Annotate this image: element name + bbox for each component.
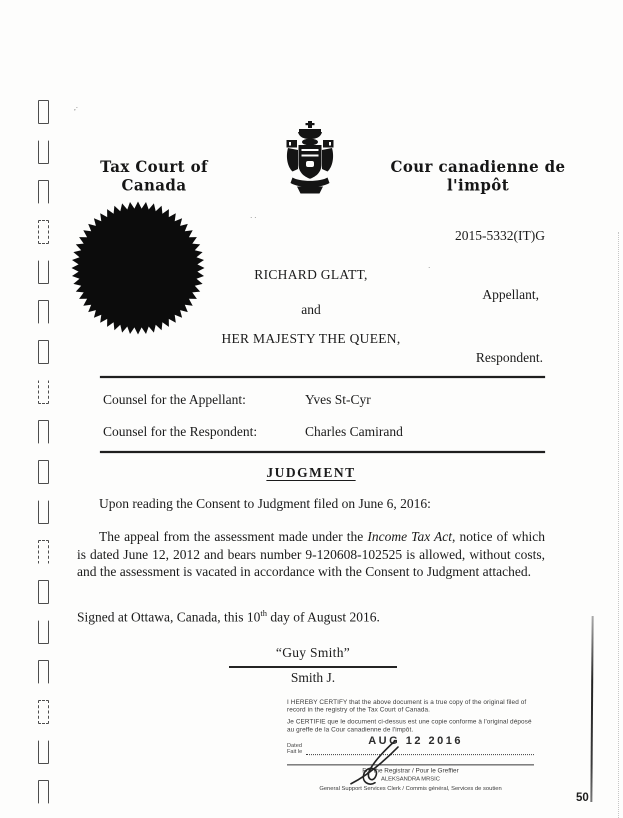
counsel-respondent-value: Charles Camirand bbox=[305, 424, 403, 439]
appellant-role-label: Appellant, bbox=[482, 287, 539, 302]
dated-label-fr: Fait le bbox=[287, 748, 303, 755]
binding-hole bbox=[38, 580, 49, 604]
case-number: 2015-5332(IT)G bbox=[455, 228, 545, 243]
judgment-heading-text: JUDGMENT bbox=[266, 465, 356, 480]
dated-label-en: Dated bbox=[287, 742, 302, 749]
binding-hole bbox=[38, 500, 49, 524]
binding-hole bbox=[38, 300, 49, 324]
dated-row bbox=[287, 734, 534, 755]
binding-hole bbox=[38, 140, 49, 164]
page-number: 50 bbox=[576, 792, 589, 804]
horizontal-rule-top bbox=[100, 376, 545, 378]
judge-signature-name: “Guy Smith” bbox=[275, 645, 351, 660]
scan-line-artifact bbox=[590, 616, 593, 802]
income-tax-act-reference: Income Tax Act bbox=[367, 529, 453, 544]
registrar-name: ALEKSANDRA MRSIC bbox=[381, 776, 440, 783]
scan-speck: ,· bbox=[74, 104, 79, 112]
ordinal-suffix: th bbox=[260, 608, 267, 618]
registrar-signature-line bbox=[287, 764, 534, 765]
court-name-french: Cour canadienne de l'impôt bbox=[390, 157, 566, 195]
parties-conjunction: and bbox=[301, 302, 321, 317]
scan-edge-noise bbox=[618, 232, 619, 818]
appellant-name: RICHARD GLATT, bbox=[254, 267, 368, 282]
judgment-heading bbox=[77, 465, 545, 481]
certify-french: Je CERTIFIE que le document ci-dessus est une copie conforme à l'original déposé au greffe de la Cour canadienne de l'impôt. bbox=[287, 718, 532, 734]
binding-hole bbox=[38, 540, 49, 564]
binding-hole bbox=[38, 740, 49, 764]
horizontal-rule-bottom bbox=[100, 451, 545, 453]
dated-labels bbox=[287, 743, 302, 755]
binding-hole bbox=[38, 620, 49, 644]
binding-hole bbox=[38, 260, 49, 284]
registrar-line: For the Registrar / Pour le Greffier bbox=[362, 767, 459, 775]
date-stamp: AUG 12 2016 bbox=[368, 734, 463, 747]
counsel-appellant-label: Counsel for the Appellant: bbox=[103, 392, 246, 407]
binding-hole bbox=[38, 700, 49, 724]
signed-line bbox=[77, 605, 545, 626]
handwritten-signature-icon bbox=[339, 738, 403, 791]
binding-hole bbox=[38, 220, 49, 244]
signed-text: Signed at Ottawa, Canada, this 10 bbox=[77, 609, 261, 625]
binding-hole bbox=[38, 380, 49, 404]
binding-hole bbox=[38, 100, 49, 124]
binding-hole bbox=[38, 180, 49, 204]
certify-english: I HEREBY CERTIFY that the above document is a true copy of the original filed of record in the registry of the Tax Court of Canada. bbox=[287, 699, 527, 714]
certification-stamp bbox=[287, 699, 534, 793]
registrar-title: General Support Services Clerk / Commis général, Services de soutien bbox=[319, 785, 502, 793]
paragraph2-text: The appeal from the assessment made under the bbox=[99, 529, 368, 544]
respondent-role-label: Respondent. bbox=[475, 350, 543, 365]
scan-speck: · · bbox=[250, 214, 257, 222]
court-name-english: Tax Court of Canada bbox=[100, 157, 208, 195]
scan-speck: · bbox=[428, 264, 431, 272]
binding-hole bbox=[38, 660, 49, 684]
binding-hole bbox=[38, 340, 49, 364]
signature-line bbox=[229, 666, 397, 668]
binding-hole bbox=[38, 420, 49, 444]
counsel-respondent-label: Counsel for the Respondent: bbox=[103, 424, 258, 439]
counsel-appellant-value: Yves St-Cyr bbox=[305, 392, 371, 407]
respondent-name: HER MAJESTY THE QUEEN, bbox=[221, 331, 401, 346]
signed-text-continued: day of August 2016. bbox=[266, 609, 380, 625]
judgment-paragraph-2 bbox=[77, 528, 545, 581]
canada-coat-of-arms-icon bbox=[285, 121, 335, 199]
binding-hole bbox=[38, 460, 49, 484]
paragraph2-text-continued: , notice of which is dated June 12, 2012 and bears number 9-120608-102525 is allowed, without costs, and the assessment is vacated in accordance with the Consent to Judgment attached. bbox=[77, 529, 545, 579]
binding-hole bbox=[38, 780, 49, 804]
judge-title: Smith J. bbox=[290, 670, 336, 685]
judgment-paragraph-1: Upon reading the Consent to Judgment filed on June 6, 2016: bbox=[99, 496, 431, 511]
